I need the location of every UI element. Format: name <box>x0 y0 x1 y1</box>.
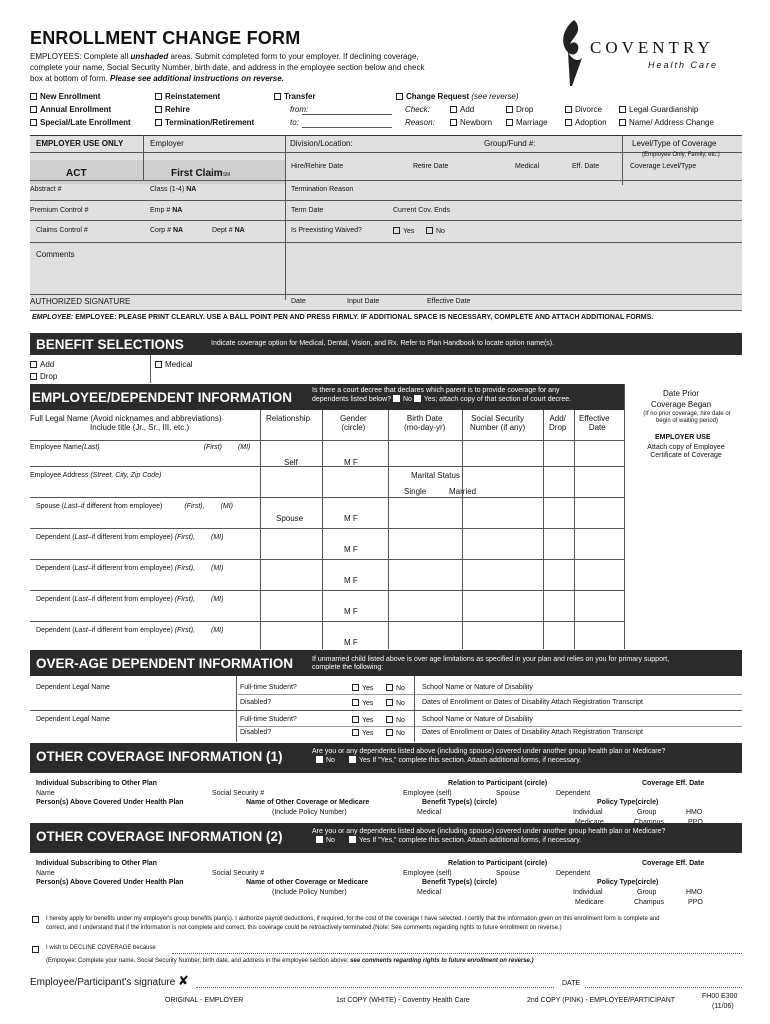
change-divorce-checkbox[interactable]: Divorce <box>565 105 602 114</box>
decline-checkbox[interactable] <box>32 946 42 955</box>
decline-note: (Employee: Complete your name, Social Security Number, birth date, and address in the employee section above; see comments regarding rights to future enrollment on reverse.) <box>46 958 534 964</box>
dependent-gender[interactable]: M F <box>344 576 358 585</box>
form-date: (11/06) <box>712 1003 734 1010</box>
other-ssn-field[interactable]: Social Security # <box>212 790 265 797</box>
date-footer-field[interactable] <box>585 987 742 988</box>
instructions-line-3: box at bottom of form. Please see additional instructions on reverse. <box>30 74 284 83</box>
employee-dependent-header <box>30 384 624 410</box>
benefit-selections-header <box>30 333 742 355</box>
preexisting-yes-checkbox[interactable]: Yes <box>393 227 414 236</box>
single-option[interactable]: Single <box>404 487 427 496</box>
logo-tagline: Health Care <box>648 60 719 70</box>
employee-address-row[interactable]: Employee Address (Street, City, Zip Code) <box>30 472 162 479</box>
dept-number-label: Dept # NA <box>212 227 245 234</box>
coverage-level-label: Coverage Level/Type <box>630 163 697 170</box>
coventry-logo <box>556 18 746 90</box>
overage-disabled-yes-2[interactable]: Yes <box>352 729 373 738</box>
instructions-line-1: EMPLOYEES: Complete all unshaded areas. Submit completed form to your employer. If declining coverage, <box>30 52 419 61</box>
corp-number-label: Corp # NA <box>150 227 184 234</box>
effective-date-label: Effective Date <box>427 298 471 305</box>
individual-subscribing-label: Individual Subscribing to Other Plan <box>36 860 157 867</box>
other-name-field[interactable]: Name <box>36 790 55 797</box>
overage-dep-name-1[interactable]: Dependent Legal Name <box>36 684 110 691</box>
change-name-address-checkbox[interactable]: Name/ Address Change <box>619 118 714 127</box>
decline-label: I wish to DECLINE COVERAGE because <box>46 945 156 951</box>
policy-group-option[interactable]: Group <box>637 889 657 896</box>
spouse-gender[interactable]: M F <box>344 514 358 523</box>
employee-name-row[interactable]: Employee Name(Last) (First) (MI) <box>30 444 251 451</box>
term-date-label: Term Date <box>291 207 324 214</box>
employee-self-option[interactable]: Employee (self) <box>403 790 452 797</box>
emp-number-label: Emp # NA <box>150 207 183 214</box>
change-drop-checkbox[interactable]: Drop <box>506 105 533 114</box>
benefit-medical-option[interactable]: Medical <box>417 809 442 816</box>
termination-reason-label: Termination Reason <box>291 186 354 193</box>
overage-disabled-no-2[interactable]: No <box>386 729 405 738</box>
overage-fulltime-1: Full-time Student? <box>240 684 297 691</box>
policy-medicare-option[interactable]: Medicare <box>575 899 604 906</box>
reinstatement-checkbox[interactable]: Reinstatement <box>155 92 220 101</box>
flame-logo-icon <box>556 18 590 88</box>
change-request-checkbox[interactable]: Change Request (see reverse) <box>396 92 518 101</box>
overage-school-1: School Name or Nature of Disability <box>422 684 533 691</box>
preexisting-label: Is Preexisting Waived? <box>291 227 362 234</box>
signature-field[interactable] <box>196 987 554 988</box>
overage-dates-2: Dates of Enrollment or Dates of Disability Attach Registration Transcript <box>422 729 643 736</box>
transfer-to-label: to: <box>290 118 299 127</box>
spouse-option[interactable]: Spouse <box>496 790 520 797</box>
employee-gender[interactable]: M F <box>344 458 358 467</box>
hire-date-label: Hire/Rehire Date <box>291 163 344 170</box>
spouse-option[interactable]: Spouse <box>496 870 520 877</box>
other-coverage-header <box>30 823 742 853</box>
decline-reason-field[interactable] <box>172 953 742 954</box>
effective-date-header: Effective Date <box>579 414 610 433</box>
coverage-began-label: Coverage Began <box>651 400 712 409</box>
apply-checkbox[interactable] <box>32 916 42 925</box>
group-fund-label: Group/Fund #: <box>484 139 536 148</box>
apply-statement: I hereby apply for benefits under my employer's group benefits plan(s). I authorize payroll deductions, if required, for the cost of the coverage I have selected. I certify that the information given on this enrollment form is complete and correct, and I understand that if the information is not complete and correct, this coverage could be retroactively terminated.(Note: See comments regarding rights to future enrollment on reverse.) <box>46 916 660 931</box>
transfer-to-field[interactable] <box>302 127 392 128</box>
date-label: Date <box>291 298 306 305</box>
new-enrollment-checkbox[interactable]: New Enrollment <box>30 92 100 101</box>
benefit-desc: Indicate coverage option for Medical, Dental, Vision, and Rx. Refer to Plan Handbook to locate option name(s). <box>211 340 555 347</box>
dependent-option[interactable]: Dependent <box>556 790 591 797</box>
signature-mark-icon: ✘ <box>178 973 189 988</box>
relation-label: Relation to Participant (circle) <box>448 780 548 787</box>
policy-individual-option[interactable]: Individual <box>573 809 603 816</box>
policy-type-label: Policy Type(circle) <box>597 879 659 886</box>
abstract-label: Abstract # <box>30 186 62 193</box>
overage-disabled-no-1[interactable]: No <box>386 699 405 708</box>
self-label: Self <box>284 458 298 467</box>
employer-use-label: EMPLOYER USE <box>655 434 711 441</box>
reason-label: Reason: <box>405 118 435 127</box>
other-coverage-name-label: Name of other Coverage or Medicare <box>246 879 369 886</box>
married-option[interactable]: Married <box>449 487 477 496</box>
retire-date-label: Retire Date <box>413 163 449 170</box>
dependent-gender[interactable]: M F <box>344 607 358 616</box>
print-clearly-note: EMPLOYEE: EMPLOYEE: PLEASE PRINT CLEARLY. USE A BALL POINT PEN AND PRESS FIRMLY. IF ADDITIONAL SPACE IS NECESSARY, COMPLETE AND ATTACH ADDITIONAL FORMS. <box>32 314 654 321</box>
birth-date-header: Birth Date (mo-day-yr) <box>404 414 446 433</box>
policy-hmo-option[interactable]: HMO <box>686 889 703 896</box>
rehire-checkbox[interactable]: Rehire <box>155 105 190 114</box>
check-label: Check: <box>405 105 430 114</box>
level-note: (Employee Only, Family, etc.) <box>642 152 720 158</box>
persons-covered-label: Person(s) Above Covered Under Health Plan <box>36 799 184 806</box>
transfer-from-field[interactable] <box>302 114 392 115</box>
overage-fulltime-no-1[interactable]: No <box>386 684 405 693</box>
overage-desc: If unmarried child listed above is over age limitations as specified in your plan and relies on you for primary support, complete the following: <box>312 656 670 672</box>
annual-enrollment-checkbox[interactable]: Annual Enrollment <box>30 105 111 114</box>
prior-note: (If no prior coverage, hire date or begin of waiting period) <box>643 411 731 424</box>
current-cov-ends-label: Current Cov. Ends <box>393 207 451 214</box>
benefit-types-label: Benefit Type(s) (circle) <box>422 879 497 886</box>
instructions-line-2: complete your name, Social Security Number, birth date, and address in the employee section below and check <box>30 63 425 72</box>
overage-dates-1: Dates of Enrollment or Dates of Disability Attach Registration Transcript <box>422 699 643 706</box>
dependent-option[interactable]: Dependent <box>556 870 591 877</box>
other-coverage-question: Are you or any dependents listed above (including spouse) covered under another group health plan or Medicare? No Yes If "Yes," complete this section. Attach additional forms, if necessary. <box>312 748 666 765</box>
employee-self-option[interactable]: Employee (self) <box>403 870 452 877</box>
first-claim-label: First ClaimSM <box>171 168 231 179</box>
policy-champus-option[interactable]: Champus <box>634 899 664 906</box>
marital-status-label: Marital Status <box>411 471 460 480</box>
transfer-from-label: from: <box>290 105 309 114</box>
attach-copy-label: Attach copy of Employee Certificate of Coverage <box>647 444 725 460</box>
overage-disabled-1: Disabled? <box>240 699 272 706</box>
relation-label: Relation to Participant (circle) <box>448 860 548 867</box>
include-policy-label: (Include Policy Number) <box>272 809 347 816</box>
copy-1st: 1st COPY (WHITE) - Coventry Health Care <box>336 997 470 1004</box>
full-name-header: Full Legal Name (Avoid nicknames and abbreviations) Include title (Jr., Sr., III, etc.) <box>30 414 222 433</box>
policy-individual-option[interactable]: Individual <box>573 889 603 896</box>
logo-name: COVENTRY <box>590 38 714 57</box>
termination-checkbox[interactable]: Termination/Retirement <box>155 118 254 127</box>
change-newborn-checkbox[interactable]: Newborn <box>450 118 492 127</box>
benefit-medical-checkbox[interactable]: Medical <box>155 360 193 369</box>
coverage-eff-date-label: Coverage Eff. Date <box>642 860 705 867</box>
preexisting-no-checkbox[interactable]: No <box>426 227 445 236</box>
special-enrollment-checkbox[interactable]: Special/Late Enrollment <box>30 118 131 127</box>
other-ssn-field[interactable]: Social Security # <box>212 870 265 877</box>
change-marriage-checkbox[interactable]: Marriage <box>506 118 548 127</box>
other-coverage-title: OTHER COVERAGE INFORMATION (2) <box>36 829 283 844</box>
include-policy-label: (Include Policy Number) <box>272 889 347 896</box>
employer-label: Employer <box>150 139 184 148</box>
other-coverage-question: Are you or any dependents listed above (including spouse) covered under another group health plan or Medicare? No Yes If "Yes," complete this section. Attach additional forms, if necessary. <box>312 828 666 845</box>
eff-date-label: Eff. Date <box>572 163 600 170</box>
policy-hmo-option[interactable]: HMO <box>686 809 703 816</box>
benefit-title: BENEFIT SELECTIONS <box>36 337 184 352</box>
dependent-name-label: Dependent (Last–if different from employee) (First), (MI) <box>36 565 224 572</box>
input-date-label: Input Date <box>347 298 380 305</box>
change-adoption-checkbox[interactable]: Adoption <box>565 118 607 127</box>
gender-header: Gender (circle) <box>340 414 367 433</box>
benefit-medical-option[interactable]: Medical <box>417 889 442 896</box>
dependent-name-label: Dependent (Last–if different from employee) (First), (MI) <box>36 596 224 603</box>
form-number: FH00 E300 <box>702 993 738 1000</box>
overage-dep-name-2[interactable]: Dependent Legal Name <box>36 716 110 723</box>
other-coverage-header <box>30 743 742 773</box>
relationship-header: Relationship <box>266 414 311 423</box>
comments-label: Comments <box>36 250 75 259</box>
ssn-header: Social Security Number (if any) <box>470 414 526 433</box>
overage-disabled-yes-1[interactable]: Yes <box>352 699 373 708</box>
copy-2nd: 2nd COPY (PINK) - EMPLOYEE/PARTICIPANT <box>527 997 676 1004</box>
other-coverage-title: OTHER COVERAGE INFORMATION (1) <box>36 749 283 764</box>
add-drop-header: Add/ Drop <box>549 414 567 433</box>
claims-control-label: Claims Control # <box>36 227 88 234</box>
authorized-signature-label: AUTHORIZED SIGNATURE <box>30 297 131 306</box>
date-prior-label: Date Prior <box>663 389 700 398</box>
employee-dependent-title: EMPLOYEE/DEPENDENT INFORMATION <box>32 390 293 405</box>
signature-label: Employee/Participant's signature <box>30 977 176 988</box>
medical-label: Medical <box>515 163 540 170</box>
division-label: Division/Location: <box>290 139 353 148</box>
change-add-checkbox[interactable]: Add <box>450 105 474 114</box>
transfer-checkbox[interactable]: Transfer <box>274 92 316 101</box>
overage-fulltime-no-2[interactable]: No <box>386 716 405 725</box>
premium-control-label: Premium Control # <box>30 207 89 214</box>
spouse-label: Spouse <box>276 514 304 523</box>
copy-original: ORIGINAL - EMPLOYER <box>165 997 244 1004</box>
other-name-field[interactable]: Name <box>36 870 55 877</box>
other-coverage-name-label: Name of Other Coverage or Medicare <box>246 799 370 806</box>
dependent-gender[interactable]: M F <box>344 545 358 554</box>
overage-fulltime-yes-1[interactable]: Yes <box>352 684 373 693</box>
persons-covered-label: Person(s) Above Covered Under Health Plan <box>36 879 184 886</box>
act-label: ACT <box>66 168 87 179</box>
overage-header <box>30 650 742 676</box>
overage-school-2: School Name or Nature of Disability <box>422 716 533 723</box>
coverage-eff-date-label: Coverage Eff. Date <box>642 780 705 787</box>
policy-type-label: Policy Type(circle) <box>597 799 659 806</box>
dependent-name-label: Dependent (Last–if different from employee) (First), (MI) <box>36 627 224 634</box>
spouse-name-row[interactable]: Spouse (Last–if different from employee) (First), (MI) <box>36 503 234 510</box>
change-legal-guardianship-checkbox[interactable]: Legal Guardianship <box>619 105 698 114</box>
individual-subscribing-label: Individual Subscribing to Other Plan <box>36 780 157 787</box>
dependent-gender[interactable]: M F <box>344 638 358 647</box>
overage-disabled-2: Disabled? <box>240 729 272 736</box>
employer-use-only-label: EMPLOYER USE ONLY <box>36 139 124 148</box>
overage-fulltime-2: Full-time Student? <box>240 716 297 723</box>
benefit-types-label: Benefit Type(s) (circle) <box>422 799 497 806</box>
date-footer-label: DATE <box>562 980 581 987</box>
policy-ppo-option[interactable]: PPO <box>688 899 703 906</box>
benefit-add-checkbox[interactable]: Add <box>30 360 54 369</box>
court-decree-question: Is there a court decree that declares which parent is to provide coverage for any dependents listed below? No Yes; attach copy of that section of court decree. <box>312 387 572 404</box>
benefit-drop-checkbox[interactable]: Drop <box>30 372 57 381</box>
level-type-label: Level/Type of Coverage <box>632 139 717 148</box>
form-title: ENROLLMENT CHANGE FORM <box>30 28 301 48</box>
dependent-name-label: Dependent (Last–if different from employee) (First), (MI) <box>36 534 224 541</box>
policy-group-option[interactable]: Group <box>637 809 657 816</box>
class-label: Class (1-4) NA <box>150 186 197 193</box>
overage-fulltime-yes-2[interactable]: Yes <box>352 716 373 725</box>
overage-title: OVER-AGE DEPENDENT INFORMATION <box>36 656 294 671</box>
